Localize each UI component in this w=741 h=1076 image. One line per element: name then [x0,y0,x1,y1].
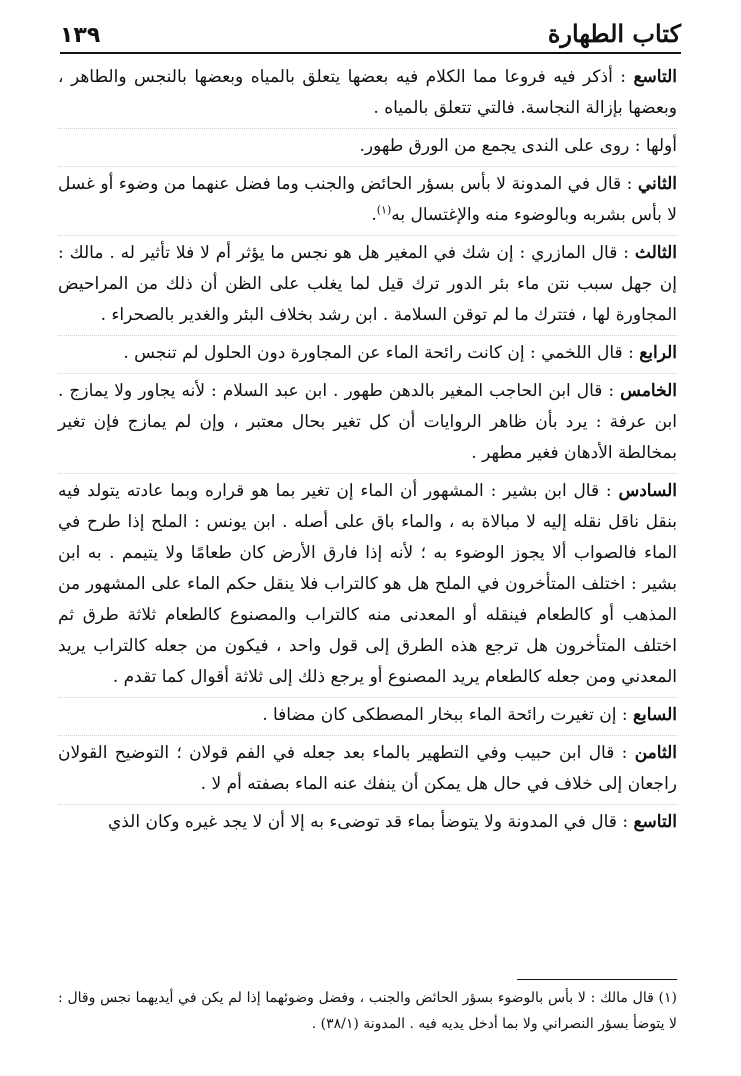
paragraph-text: : قال في المدونة ولا يتوضأ بماء قد توضىء به إلا أن لا يجد غيره وكان الذي [107,812,629,832]
paragraph-text: : قال ابن حبيب وفي التطهير بالماء بعد جعله في الفم قولان ؛ التوضيح القولان راجعان إلى خلاف في حال هل يمكن أن ينفك عنه الماء بصفته أم لا . [58,743,677,794]
paragraph-text: : قال المازري : إن شك في المغير هل هو نجس ما يؤثر أم لا فلا تأثير له . مالك : إن جهل سبب نتن ماء بئر الدور ترك قيل لما يغلب على الظن أن ذلك من المراحيض المجاورة لها ، فتترك ما لم توقن السلامة . ابن رشد بخلاف البئر والغدير بالصحراء . [58,243,677,325]
page-number: ١٣٩ [60,23,101,48]
paragraph-seventh [58,698,677,736]
paragraph-third [58,236,677,336]
paragraph-lead: الرابع [639,343,677,363]
page-header [60,14,681,54]
paragraph-text: : إن تغيرت رائحة الماء ببخار المصطكى كان مضافا . [262,705,628,725]
paragraph-tail: . [371,205,377,225]
paragraph-lead: الثاني [637,174,678,194]
paragraph-ninth-intro [58,60,677,129]
footnotes [58,985,677,1037]
paragraph-fifth [58,374,677,474]
paragraph-text: : قال في المدونة لا بأس بسؤر الحائض والجنب وما فضل عنهما من وضوء أو غسل لا بأس بشربه وبالوضوء منه والإغتسال به [58,174,677,225]
paragraph-lead: الثامن [634,743,677,763]
paragraph-lead: الخامس [620,381,677,401]
footnote-divider [517,979,677,980]
paragraph-sixth [58,474,677,698]
paragraph-second [58,167,677,236]
book-title: كتاب الطهارة [547,19,681,48]
paragraph-lead: التاسع [633,812,677,832]
paragraph-eighth [58,736,677,805]
footnote-ref[interactable]: (١) [376,203,392,217]
footnote-1: (١) قال مالك : لا بأس بالوضوء بسؤر الحائض والجنب ، وفضل وضوئهما إذا لم يكن في أيديهما نجس وقال : لا يتوضأ بسؤر النصراني ولا بما أدخل يديه فيه . المدونة (٣٨/١) . [58,990,677,1032]
paragraph-first [58,129,677,167]
paragraph-lead: السابع [632,705,677,725]
paragraph-lead: الثالث [634,243,677,263]
paragraph-text: : قال ابن الحاجب المغير بالدهن طهور . ابن عبد السلام : لأنه يجاور ولا يمازج . ابن عرفة : يرد بأن ظاهر الروايات أن كل تغير بحال معتبر ، وإن لم يمازج فإن تغير بمخالطة الأدهان فغير مطهر . [58,381,677,463]
paragraph-lead: السادس [618,481,678,501]
paragraph-text: : أذكر فيه فروعا مما الكلام فيه بعضها يتعلق بالمياه وبعضها بالنجس والطاهر ، وبعضها بإزالة النجاسة. فالتي تتعلق بالمياه . [58,67,677,118]
main-text [58,60,677,842]
paragraph-fourth [58,336,677,374]
paragraph-lead: التاسع [633,67,677,87]
paragraph-text: : قال ابن بشير : المشهور أن الماء إن تغير بما هو قراره وبما عادته يتولد فيه بنقل ناقل نقله إليه لا مبالاة به ، والماء باق على أصله . ابن يونس : الملح إذا طرح في الماء فالصواب ألا يجوز الوضوء به ؛ لأنه إذا فارق الأرض كان طعامًا ولا يتيمم . به ابن بشير : اختلف المتأخرون في الملح هل هو كالتراب فلا ينقل حكم الماء على المشهور من المذهب أو كالطعام فينقله أو المعدنى منه كالتراب والمصنوع كالطعام ثلاثة طرق ثم اختلف المتأخرون هل ترجع هذه الطرق إلى قول واحد ، فيكون من جعله كالتراب يريد المعدني ومن جعله كالطعام يريد المصنوع أو يرجع ذلك إلى ثلاثة أقوال كما تقدم . [58,481,677,687]
paragraph-text: : قال اللخمي : إن كانت رائحة الماء عن المجاورة دون الحلول لم تنجس . [123,343,634,363]
paragraph-ninth [58,805,677,842]
paragraph-text: أولها : روى على الندى يجمع من الورق طهور. [359,136,677,156]
